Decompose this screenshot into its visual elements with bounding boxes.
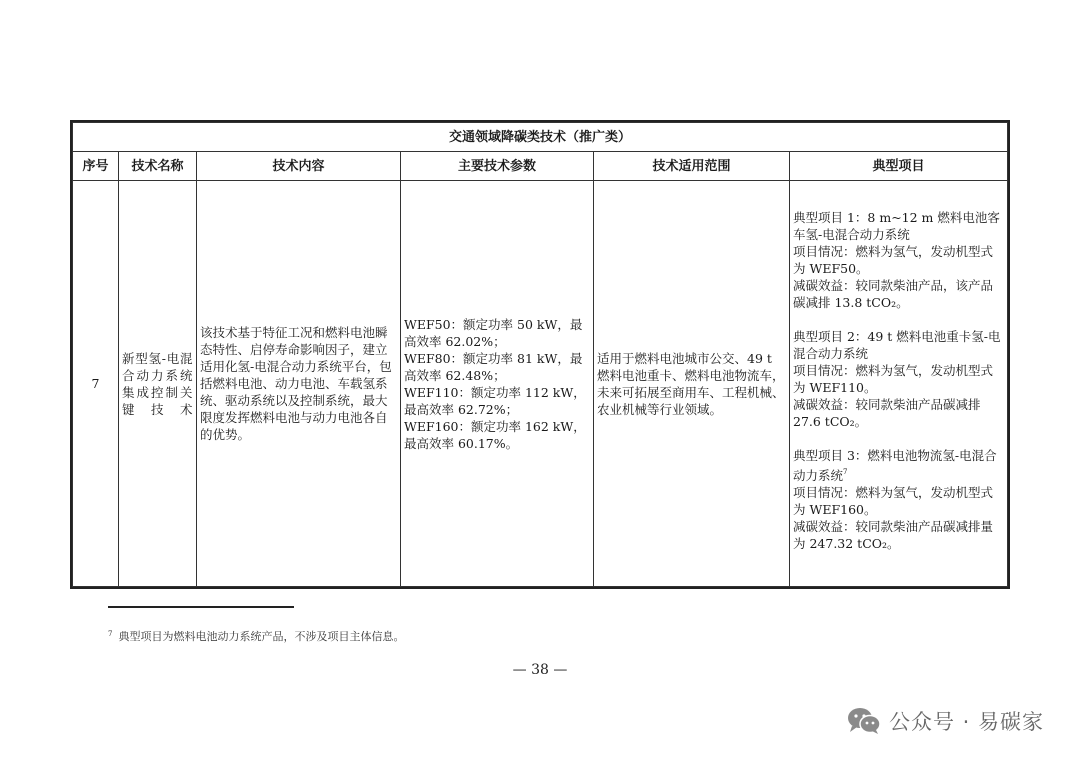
watermark bbox=[847, 706, 1044, 736]
cell-projects bbox=[790, 181, 1008, 587]
header-projects: 典型项目 bbox=[790, 152, 1008, 181]
param-line: WEF160：额定功率 162 kW，最高效率 60.17%。 bbox=[404, 418, 586, 451]
table-header-row bbox=[73, 152, 1008, 181]
project-2-title: 典型项目 2：49 t 燃料电池重卡氢-电混合动力系统 bbox=[793, 329, 1001, 361]
header-scope: 技术适用范围 bbox=[594, 152, 790, 181]
project-1-situation: 项目情况：燃料为氢气，发动机型式为 WEF50。 bbox=[793, 244, 994, 276]
cell-name: 新型氢-电混合动力系统集成控制关键技术 bbox=[119, 181, 197, 587]
project-3-benefit: 减碳效益：较同款柴油产品碳减排量为 247.32 tCO₂。 bbox=[793, 519, 994, 551]
cell-content: 该技术基于特征工况和燃料电池瞬态特性、启停寿命影响因子，建立适用化氢-电混合动力系统平台，包括燃料电池、动力电池、车载氢系统、驱动系统以及控制系统，最大限度发挥燃料电池与动力电池各自的优势。 bbox=[197, 181, 401, 587]
param-line: WEF80：额定功率 81 kW，最高效率 62.48%； bbox=[404, 350, 583, 383]
header-params: 主要技术参数 bbox=[401, 152, 594, 181]
technology-table bbox=[70, 120, 1010, 589]
header-content: 技术内容 bbox=[197, 152, 401, 181]
param-line: WEF110：额定功率 112 kW，最高效率 62.72%； bbox=[404, 384, 586, 417]
project-3-situation: 项目情况：燃料为氢气，发动机型式为 WEF160。 bbox=[793, 485, 994, 517]
cell-params bbox=[401, 181, 594, 587]
table-row bbox=[73, 181, 1008, 587]
header-no: 序号 bbox=[73, 152, 119, 181]
wechat-icon bbox=[847, 707, 881, 735]
footnote bbox=[108, 628, 404, 644]
project-3-title: 典型项目 3：燃料电池物流氢-电混合动力系统 bbox=[793, 448, 997, 483]
footnote-mark: 7 bbox=[108, 630, 113, 638]
project-1-benefit: 减碳效益：较同款柴油产品，该产品碳减排 13.8 tCO₂。 bbox=[793, 278, 994, 310]
table-title-row bbox=[73, 123, 1008, 152]
header-name: 技术名称 bbox=[119, 152, 197, 181]
table-title: 交通领域降碳类技术（推广类） bbox=[73, 123, 1008, 152]
footnote-ref: 7 bbox=[843, 468, 848, 476]
footnote-text: 典型项目为燃料电池动力系统产品，不涉及项目主体信息。 bbox=[118, 630, 405, 643]
footnote-divider bbox=[108, 606, 294, 608]
page-number: — 38 — bbox=[512, 662, 568, 678]
cell-no: 7 bbox=[73, 181, 119, 587]
project-2-situation: 项目情况：燃料为氢气，发动机型式为 WEF110。 bbox=[793, 363, 994, 395]
project-2-benefit: 减碳效益：较同款柴油产品碳减排 27.6 tCO₂。 bbox=[793, 397, 981, 429]
project-3-title-wrap bbox=[793, 447, 1004, 484]
cell-scope: 适用于燃料电池城市公交、49 t 燃料电池重卡、燃料电池物流车，未来可拓展至商用车、工程机械、农业机械等行业领域。 bbox=[594, 181, 790, 587]
param-line: WEF50：额定功率 50 kW，最高效率 62.02%； bbox=[404, 316, 583, 349]
watermark-text: 公众号 · 易碳家 bbox=[888, 710, 1044, 734]
table-grid bbox=[72, 122, 1008, 587]
project-1-title: 典型项目 1：8 m~12 m 燃料电池客车氢-电混合动力系统 bbox=[793, 210, 1000, 242]
